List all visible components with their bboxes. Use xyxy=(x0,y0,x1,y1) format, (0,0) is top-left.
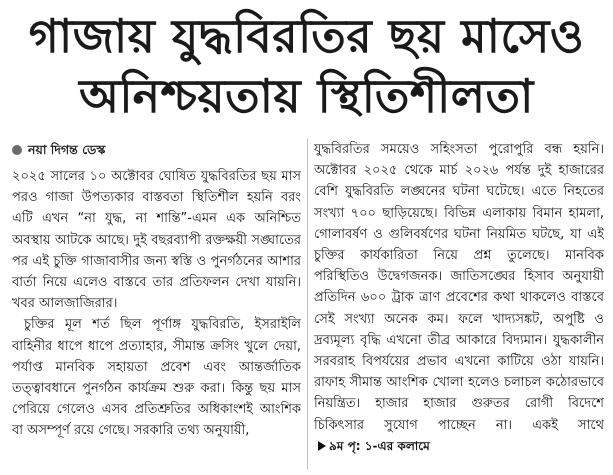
right-column xyxy=(314,139,604,471)
byline xyxy=(12,139,301,160)
left-column xyxy=(12,139,301,471)
headline-line-1: গাজায় যুদ্ধবিরতির ছয় মাসেও xyxy=(28,9,585,63)
byline-text: নয়া দিগন্ত ডেস্ক xyxy=(28,141,106,157)
arrow-right-icon xyxy=(318,441,326,451)
left-paragraph-2: চুক্তির মূল শর্ত ছিল পূর্ণাঙ্গ যুদ্ধবিরতি, ইসরাইলি বাহিনীর ধাপে ধাপে প্রত্যাহার, সীমান্ত ক্রসিং খুলে দেয়া, পর্যাপ্ত মানবিক সহায়তা প্রবেশ এবং আন্তর্জাতিক তত্ত্বাবধানে পুনর্গঠন কার্যক্রম শুরু করা। কিন্তু ছয় মাস পেরিয়ে গেলেও এসব প্রতিশ্রুতির অধিকাংশই আংশিক বা অসম্পূর্ণ রয়ে গেছে। সরকারি তথ্য অনুযায়ী, xyxy=(12,317,301,439)
continuation-jump xyxy=(318,436,430,457)
right-paragraph-1-text: যুদ্ধবিরতির সময়েও সহিংসতা পুরোপুরি বন্ধ হয়নি। অক্টোবর ২০২৫ থেকে মার্চ ২০২৬ পর্যন্ত দুই হাজারের বেশি যুদ্ধবিরতি লঙ্ঘনের ঘটনা ঘটেছে। এতে নিহতের সংখ্যা ৭০০ ছাড়িয়েছে। বিভিন্ন এলাকায় বিমান হামলা, গোলাবর্ষণ ও গুলিবর্ষণের ঘটনা নিয়মিত ঘটছে, যা এই চুক্তির কার্যকারিতা নিয়ে প্রশ্ন তুলেছে। মানবিক পরিস্থিতিও উদ্বেগজনক। জাতিসঙ্ঘের হিসাব অনুযায়ী প্রতিদিন ৬০০ ট্রাক ত্রাণ প্রবেশের কথা থাকলেও বাস্তবে সেই সংখ্যা অনেক কম। ফলে খাদ্যসঙ্কট, অপুষ্টি ও দ্রব্যমূল্য বৃদ্ধি এখনো তীব্র আকারে বিদ্যমান। যুদ্ধকালীন সরবরাহ বিপর্যয়ের প্রভাব এখনো কাটিয়ে ওঠা যায়নি। রাফাহ সীমান্ত আংশিক খোলা হলেও চলাচল কঠোরভাবে নিয়ন্ত্রিত। হাজার হাজার গুরুতর রোগী বিদেশে চিকিৎসার সুযোগ পাচ্ছেন না। একই সাথে xyxy=(314,142,604,433)
bullet-icon xyxy=(12,145,22,155)
headline-line-2: অনিশ্চয়তায় স্থিতিশীলতা xyxy=(79,69,534,123)
left-paragraph-1: ২০২৫ সালের ১০ অক্টোবর ঘোষিত যুদ্ধবিরতির ছয় মাস পরও গাজা উপত্যকার বাস্তবতা স্থিতিশীল হয়নি বরং এটি এখন “না যুদ্ধ, না শান্তি”-এমন এক অনিশ্চিত অবস্থায় আটকে আছে। দুই বছরব্যাপী রক্তক্ষয়ী সঙ্ঘাতের পর এই চুক্তি গাজাবাসীর জন্য স্বস্তি ও পুনর্গঠনের আশার বার্তা নিয়ে এলেও বাস্তবে তার প্রতিফলন দেখা যায়নি। খবর আলজাজিরার। xyxy=(12,169,301,312)
right-paragraph-1 xyxy=(314,139,604,457)
continuation-jump-text: ৯ম পৃ: ১-এর কলামে xyxy=(329,438,430,453)
column-divider xyxy=(307,139,308,469)
